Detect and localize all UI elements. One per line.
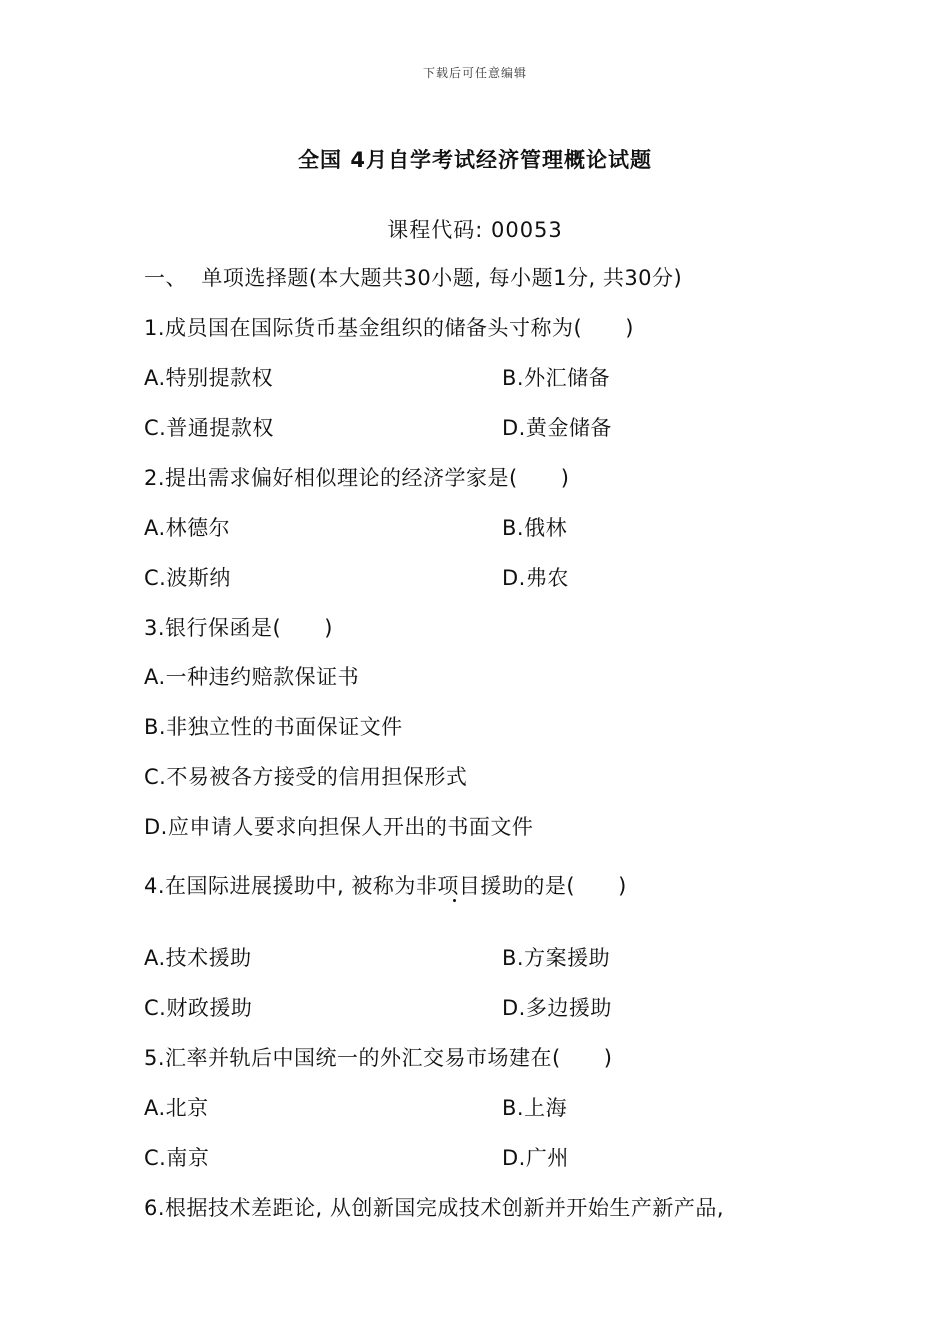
option-d: D.黄金储备 bbox=[502, 416, 612, 440]
option-c: C.南京 bbox=[144, 1146, 210, 1170]
option-c: C.波斯纳 bbox=[144, 566, 231, 590]
option-b: B.方案援助 bbox=[502, 946, 611, 970]
question-stem: 6.根据技术差距论, 从创新国完成技术创新并开始生产新产品, bbox=[144, 1196, 725, 1220]
course-code: 课程代码: 00053 bbox=[387, 218, 563, 242]
question-stem: 4.在国际进展援助中, 被称为非项目援助的是( ) bbox=[144, 874, 627, 898]
option-d: D.应申请人要求向担保人开出的书面文件 bbox=[144, 815, 534, 839]
question-stem: 3.银行保函是( ) bbox=[144, 616, 333, 640]
header-note: 下载后可任意编辑 bbox=[422, 66, 527, 80]
option-c: C.普通提款权 bbox=[144, 416, 274, 440]
option-c: C.不易被各方接受的信用担保形式 bbox=[144, 765, 468, 789]
option-d: D.多边援助 bbox=[502, 996, 612, 1020]
option-b: B.上海 bbox=[502, 1096, 568, 1120]
option-d: D.弗农 bbox=[502, 566, 569, 590]
option-b: B.非独立性的书面保证文件 bbox=[144, 715, 403, 739]
option-a: A.一种违约赔款保证书 bbox=[144, 665, 360, 689]
emphasis-dot bbox=[453, 899, 456, 902]
option-a: A.北京 bbox=[144, 1096, 209, 1120]
question-stem: 2.提出需求偏好相似理论的经济学家是( ) bbox=[144, 466, 570, 490]
question-stem: 1.成员国在国际货币基金组织的储备头寸称为( ) bbox=[144, 316, 634, 340]
option-c: C.财政援助 bbox=[144, 996, 253, 1020]
question-stem: 5.汇率并轨后中国统一的外汇交易市场建在( ) bbox=[144, 1046, 613, 1070]
option-b: B.外汇储备 bbox=[502, 366, 611, 390]
option-b: B.俄林 bbox=[502, 516, 568, 540]
option-a: A.特别提款权 bbox=[144, 366, 274, 390]
section-heading: 一、 单项选择题(本大题共30小题, 每小题1分, 共30分) bbox=[144, 266, 683, 290]
option-d: D.广州 bbox=[502, 1146, 569, 1170]
page-title: 全国 4月自学考试经济管理概论试题 bbox=[298, 148, 652, 172]
option-a: A.林德尔 bbox=[144, 516, 231, 540]
option-a: A.技术援助 bbox=[144, 946, 252, 970]
